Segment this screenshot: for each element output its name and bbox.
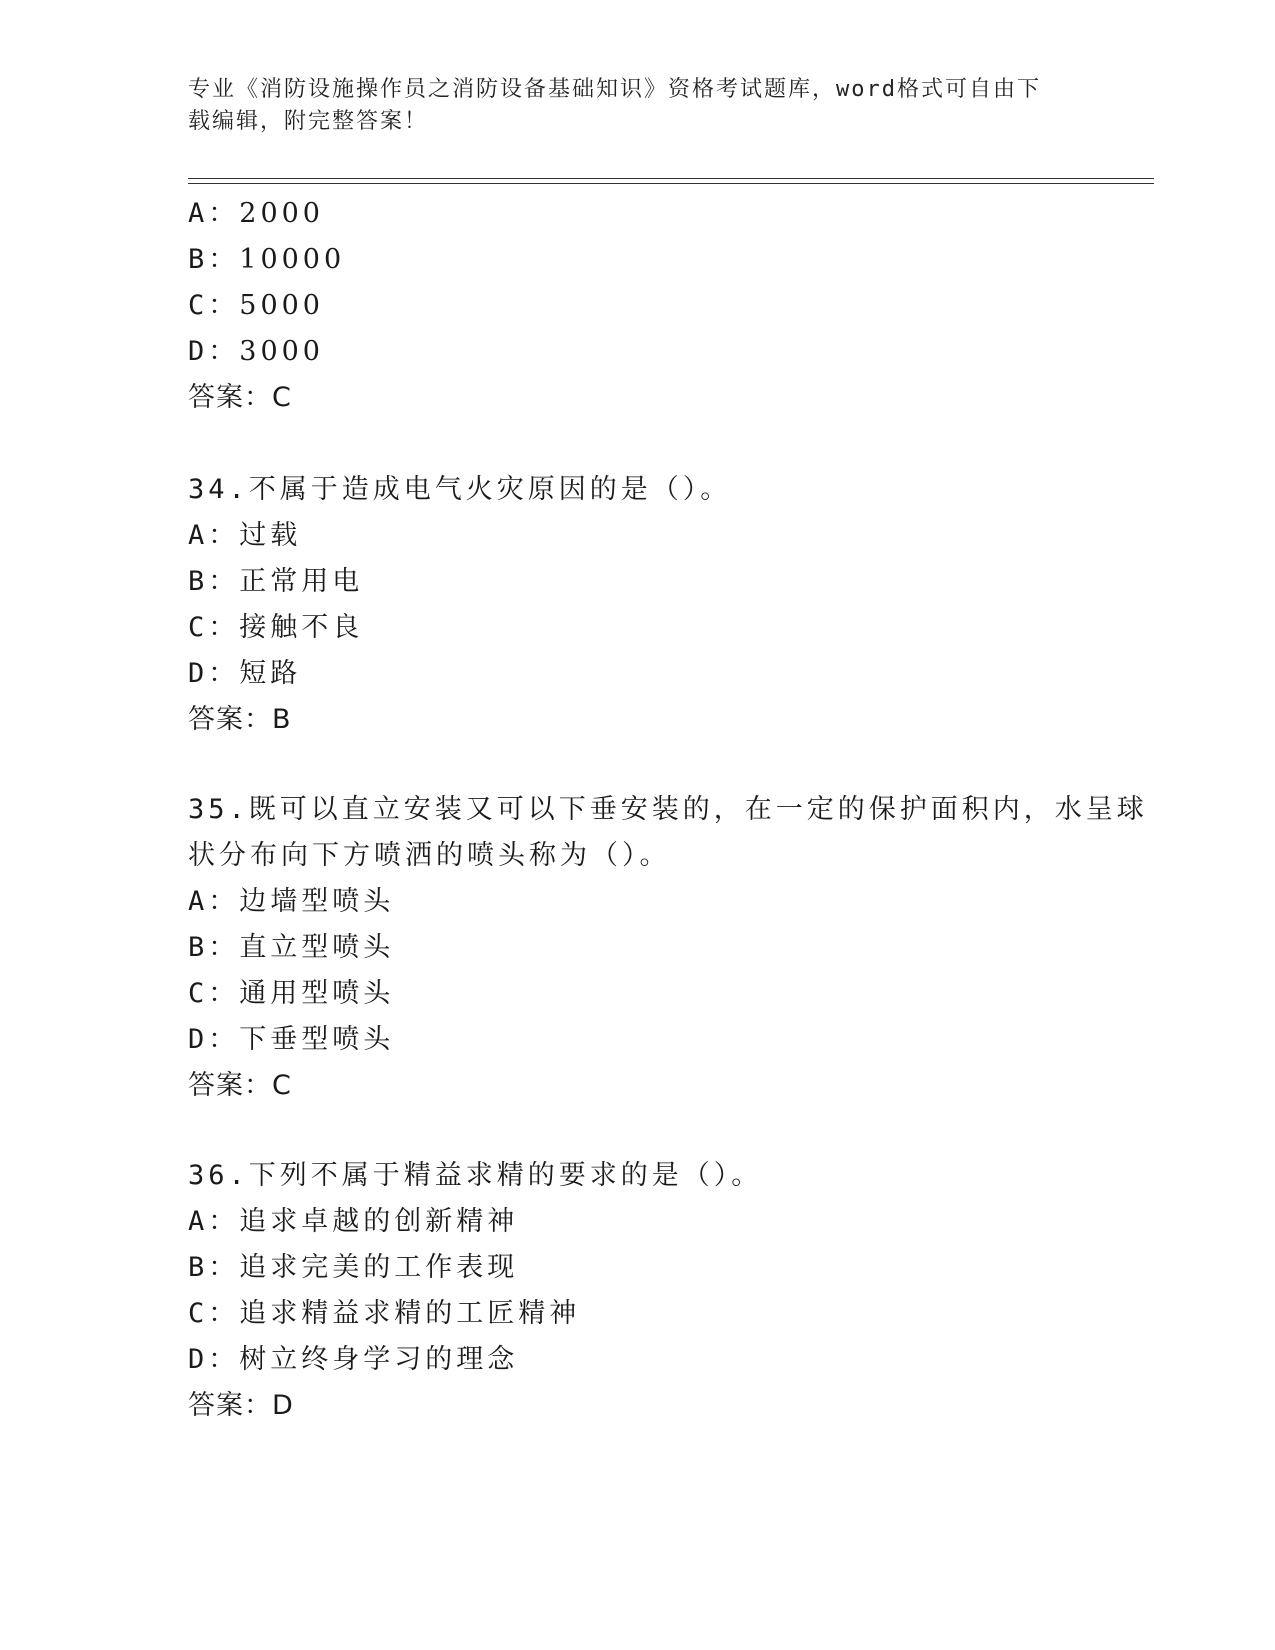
option-c: C：通用型喷头 <box>188 978 395 1009</box>
option-b-text: 正常用电 <box>239 566 364 597</box>
option-a: A：边墙型喷头 <box>188 886 395 917</box>
question-34 <box>188 467 1148 743</box>
option-b-text: 追求完美的工作表现 <box>239 1252 519 1283</box>
option-a-text: 过载 <box>239 520 302 551</box>
option-d-text: 树立终身学习的理念 <box>239 1344 519 1375</box>
answer-value: C <box>272 1070 292 1101</box>
option-c-text: 接触不良 <box>239 612 364 643</box>
option-a-text: 追求卓越的创新精神 <box>239 1206 519 1237</box>
answer-line: 答案：B <box>188 704 292 735</box>
question-35 <box>188 787 1148 1109</box>
question-list <box>188 191 1148 1429</box>
header-line-1: 专业《消防设施操作员之消防设备基础知识》资格考试题库，word格式可自由下 <box>188 77 1041 102</box>
option-c: C：5000 <box>188 290 324 321</box>
option-d: D：短路 <box>188 658 302 689</box>
answer-line: 答案：D <box>188 1390 294 1421</box>
option-a-text: 边墙型喷头 <box>239 886 395 917</box>
question-stem-continued: 状分布向下方喷洒的喷头称为（）。 <box>188 840 671 871</box>
option-c-text: 追求精益求精的工匠精神 <box>239 1298 581 1329</box>
answer-line: 答案：C <box>188 382 292 413</box>
option-b-text: 直立型喷头 <box>239 932 395 963</box>
option-a-text: 2000 <box>239 198 324 229</box>
option-d-text: 短路 <box>239 658 302 689</box>
question-33-continued <box>188 191 1148 421</box>
option-b: B：直立型喷头 <box>188 932 395 963</box>
question-36 <box>188 1153 1148 1429</box>
question-stem: 35.既可以直立安装又可以下垂安装的，在一定的保护面积内，水呈球 <box>188 794 1148 825</box>
document-header <box>188 74 1088 138</box>
answer-line: 答案：C <box>188 1070 292 1101</box>
question-stem: 36.下列不属于精益求精的要求的是（）。 <box>188 1160 763 1191</box>
question-stem: 34.不属于造成电气火灾原因的是（）。 <box>188 474 732 505</box>
header-divider-bottom <box>188 183 1154 184</box>
header-divider-top <box>188 178 1154 179</box>
option-d: D：树立终身学习的理念 <box>188 1344 519 1375</box>
option-b: B：10000 <box>188 244 346 275</box>
option-c: C：追求精益求精的工匠精神 <box>188 1298 581 1329</box>
answer-value: B <box>272 704 292 735</box>
option-c: C：接触不良 <box>188 612 364 643</box>
option-d-text: 3000 <box>239 336 324 367</box>
option-a: A：2000 <box>188 198 324 229</box>
option-a: A：过载 <box>188 520 302 551</box>
answer-value: D <box>272 1390 294 1421</box>
option-b: B：正常用电 <box>188 566 364 597</box>
option-a: A：追求卓越的创新精神 <box>188 1206 519 1237</box>
option-b: B：追求完美的工作表现 <box>188 1252 519 1283</box>
header-line-2: 载编辑，附完整答案！ <box>188 109 429 134</box>
option-c-text: 通用型喷头 <box>239 978 395 1009</box>
answer-value: C <box>272 382 292 413</box>
option-d-text: 下垂型喷头 <box>239 1024 395 1055</box>
option-d: D：下垂型喷头 <box>188 1024 395 1055</box>
option-d: D：3000 <box>188 336 324 367</box>
option-c-text: 5000 <box>239 290 324 321</box>
option-b-text: 10000 <box>239 244 346 275</box>
